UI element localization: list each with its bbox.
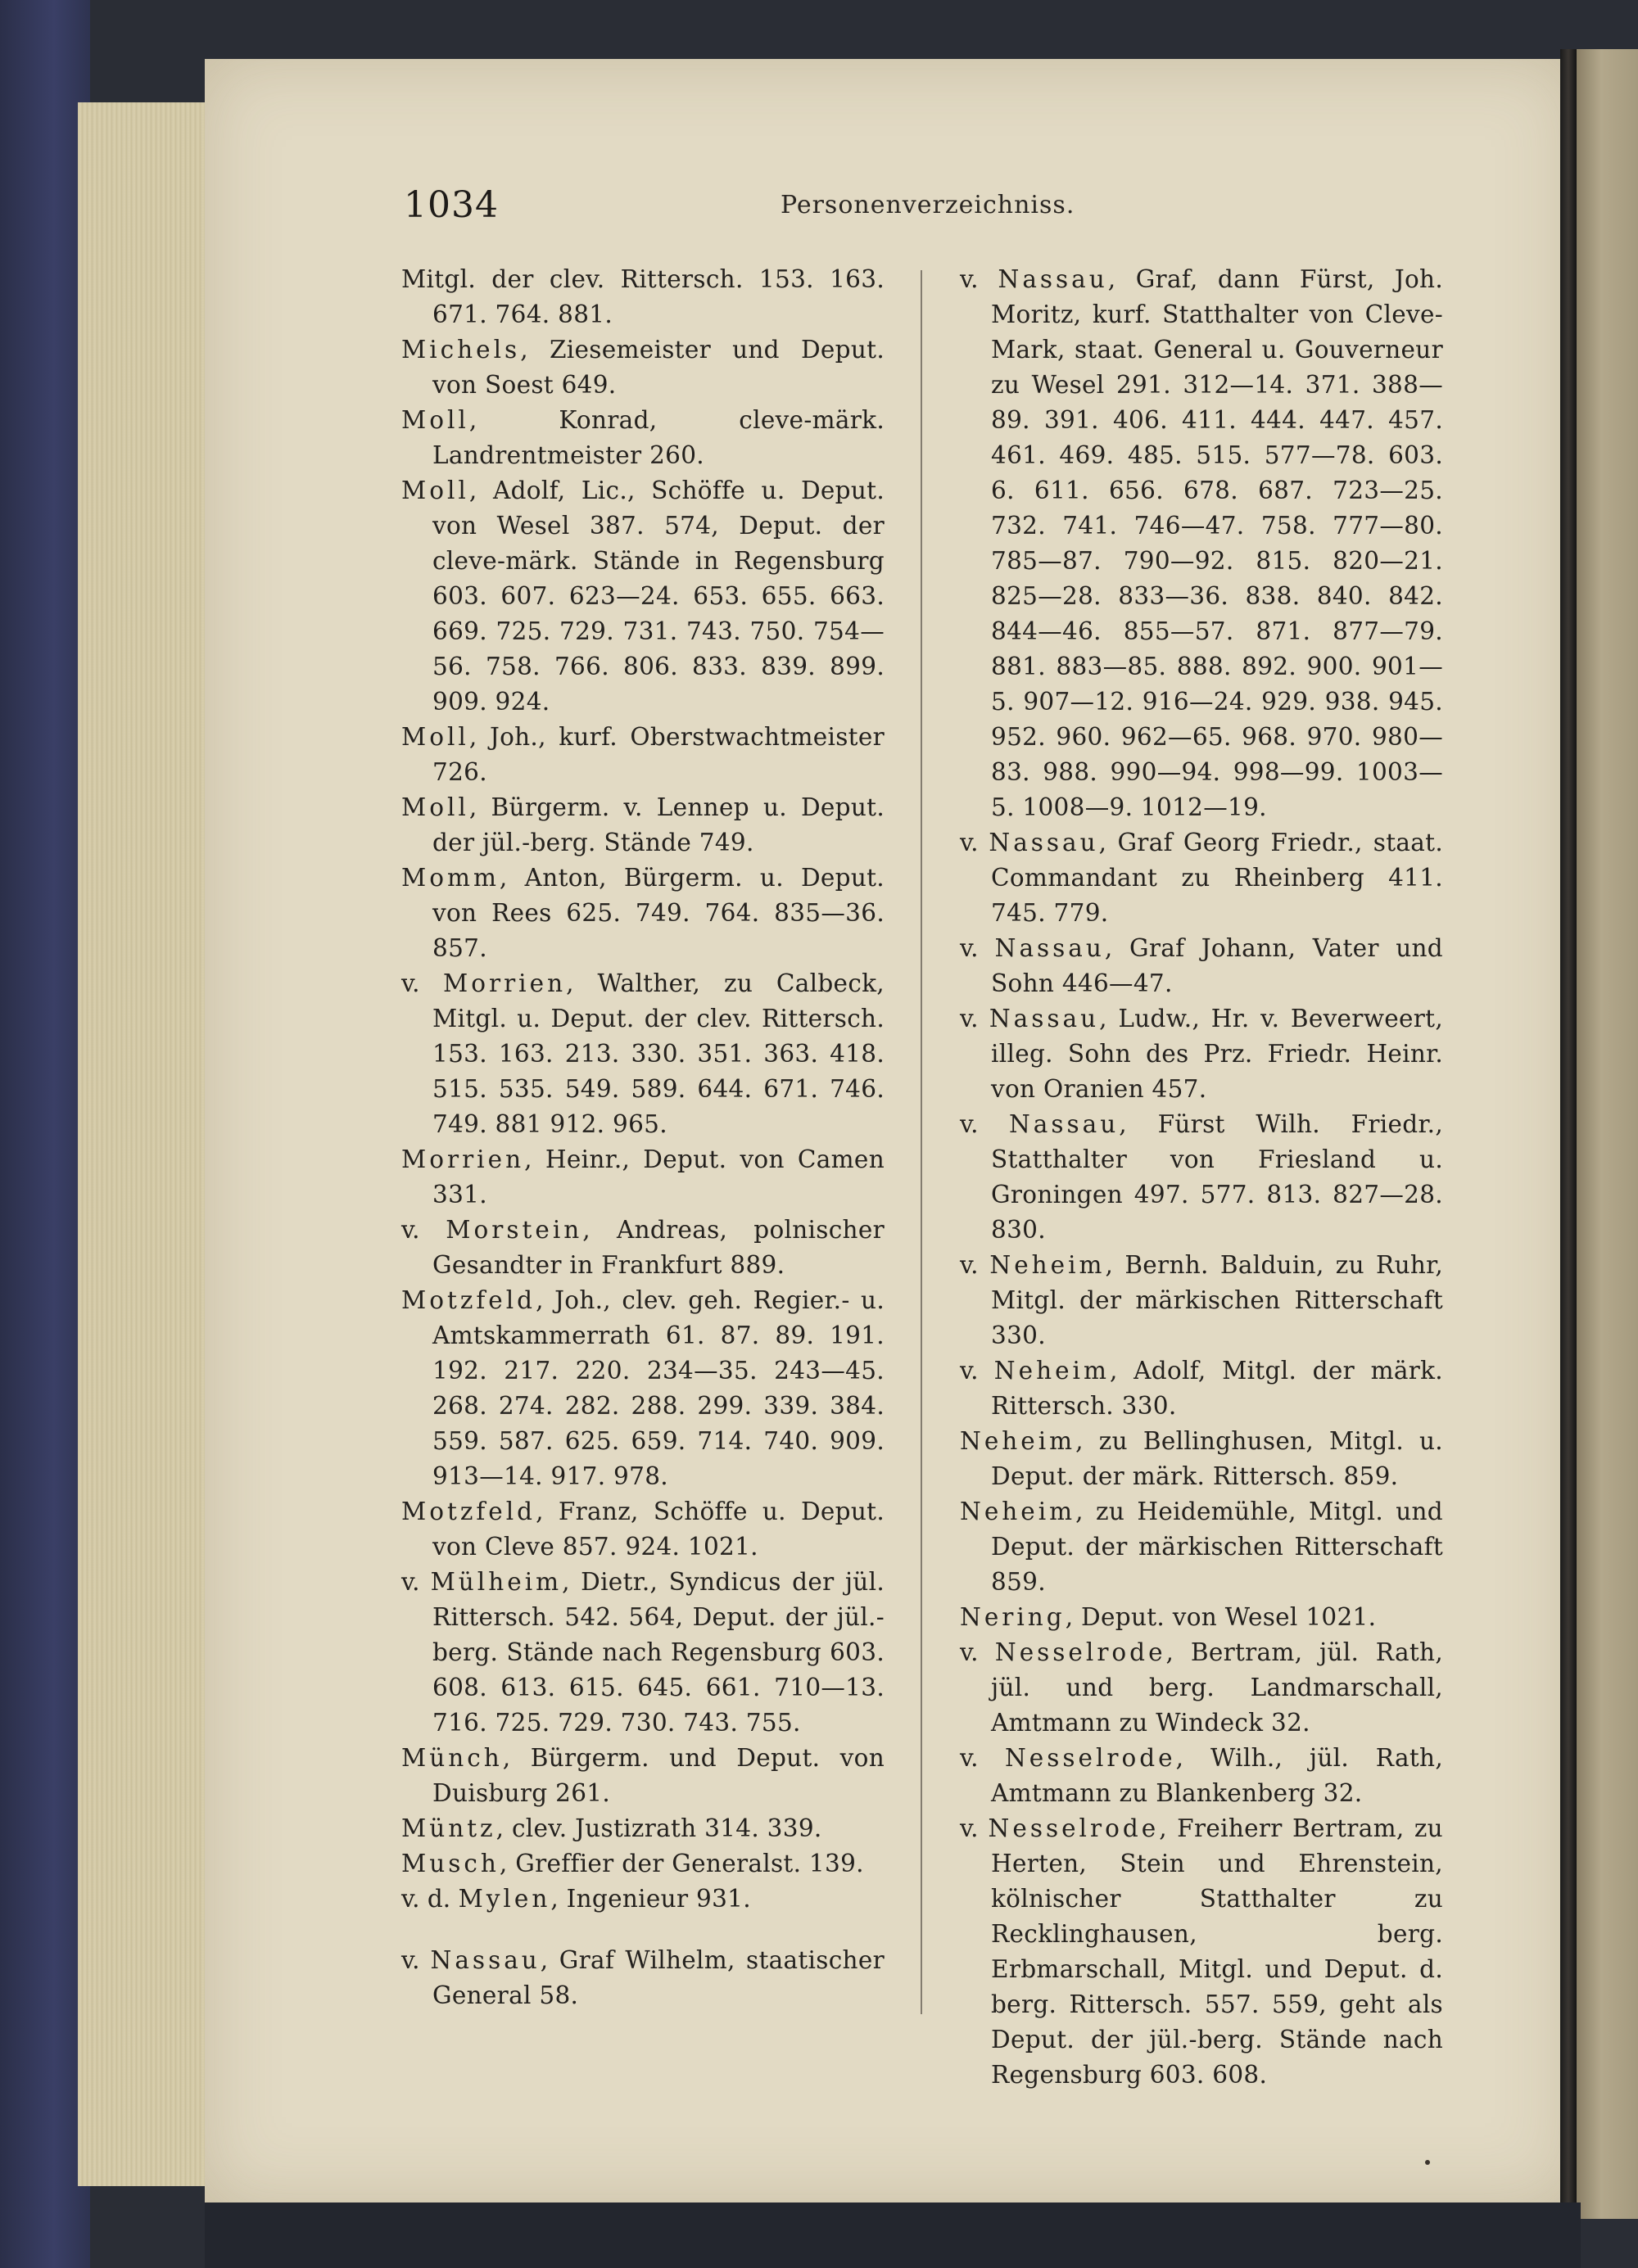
entry-prefix: v. d.: [401, 1885, 459, 1913]
entry-prefix: v.: [401, 969, 443, 997]
entry-text: , Adolf, Lic., Schöffe u. Deput. von Wesel 387. 574, Deput. der cleve-märk. Stände in Regensburg 603. 607. 623—24. 653. 655. 663. 669. 725. 729. 731. 743. 750. 754—56. 758. 766. 806. 833. 839. 899. 909. 924.: [432, 477, 885, 716]
index-entry: [401, 403, 885, 473]
entry-name: Neheim: [960, 1498, 1076, 1525]
index-entry: [401, 1213, 885, 1283]
entry-text: , Bürgerm. v. Lennep u. Deput. der jül.-berg. Stände 749.: [432, 793, 885, 856]
entry-name: Mylen: [458, 1885, 551, 1913]
entry-text: , Ludw., Hr. v. Beverweert, illeg. Sohn des Prz. Friedr. Heinr. von Oranien 457.: [991, 1005, 1444, 1103]
entry-text: , Graf Wilhelm, staatischer General 58.: [432, 1946, 885, 2009]
entry-name: Münch: [401, 1744, 503, 1772]
facing-page-edge: [1577, 49, 1638, 2219]
entry-text: , Anton, Bürgerm. u. Deput. von Rees 625. 749. 764. 835—36. 857.: [432, 864, 885, 962]
entry-name: Mülheim: [430, 1568, 563, 1596]
index-entry: [401, 1565, 885, 1741]
entry-text: , Greffier der Generalst. 139.: [499, 1850, 864, 1877]
page-edges: [78, 102, 209, 2186]
index-entry: [960, 931, 1443, 1001]
entry-text: , Bertram, jül. Rath, jül. und berg. Landmarschall, Amtmann zu Windeck 32.: [991, 1638, 1443, 1737]
entry-text: , Freiherr Bertram, zu Herten, Stein und Ehrenstein, kölnischer Statthalter zu Recklinghausen, berg. Erbmarschall, Mitgl. und Deput. d. berg. Rittersch. 557. 559, geht als Deput. der jül.-berg. Stände nach Regensburg 603. 608.: [991, 1814, 1443, 2089]
index-entry: [960, 825, 1443, 931]
entry-name: Momm: [401, 864, 500, 892]
index-entry: [960, 1248, 1443, 1353]
book-binding: [0, 0, 90, 2268]
entry-text: , zu Bellinghusen, Mitgl. u. Deput. der märk. Rittersch. 859.: [991, 1427, 1443, 1490]
index-entry: [960, 1494, 1443, 1600]
index-entry: [960, 1107, 1443, 1248]
entry-prefix: v.: [960, 1814, 989, 1842]
index-entry: [401, 790, 885, 861]
entry-name: Neheim: [989, 1251, 1106, 1279]
background-bottom: [205, 2202, 1581, 2268]
entry-text: , Joh., kurf. Oberstwachtmeister 726.: [432, 723, 885, 786]
entry-name: Nesselrode: [994, 1638, 1166, 1666]
entry-prefix: v.: [401, 1216, 446, 1244]
entry-text: , Graf Johann, Vater und Sohn 446—47.: [991, 934, 1443, 997]
entry-text: , Fürst Wilh. Friedr., Statthalter von Friesland u. Groningen 497. 577. 813. 827—28. 830.: [991, 1110, 1443, 1244]
entry-name: Moll: [401, 723, 469, 751]
entry-name: Nering: [960, 1603, 1066, 1631]
entry-name: Müntz: [401, 1814, 496, 1842]
entry-prefix: v.: [960, 1251, 990, 1279]
entry-name: Nassau: [989, 1005, 1100, 1032]
entry-name: Morstein: [446, 1216, 583, 1244]
index-entry: [960, 1424, 1443, 1494]
entry-name: Morrien: [443, 969, 567, 997]
index-entry: [401, 861, 885, 966]
index-entry: [401, 1811, 885, 1846]
entry-prefix: v.: [960, 265, 998, 293]
entry-text: , Andreas, polnischer Gesandter in Frankfurt 889.: [432, 1216, 885, 1279]
index-entry: [401, 1943, 885, 2013]
book-gutter: [1560, 49, 1577, 2211]
index-entry: [401, 1142, 885, 1213]
entry-prefix: v.: [960, 829, 989, 856]
entry-name: Nassau: [998, 265, 1108, 293]
entry-prefix: v.: [960, 1110, 1009, 1138]
entry-name: Nesselrode: [1004, 1744, 1176, 1772]
index-entry: [960, 1353, 1443, 1424]
page-number: 1034: [404, 184, 499, 226]
entry-name: Michels: [401, 336, 521, 364]
entry-text: , clev. Justizrath 314. 339.: [495, 1814, 822, 1842]
entry-prefix: v.: [401, 1946, 431, 1974]
entry-prefix: v.: [960, 1744, 1005, 1772]
entry-text: , zu Heidemühle, Mitgl. und Deput. der märkischen Ritterschaft 859.: [991, 1498, 1443, 1596]
column-divider: [921, 270, 922, 2014]
entry-text: , Franz, Schöffe u. Deput. von Cleve 857. 924. 1021.: [432, 1498, 885, 1561]
entry-name: Motzfeld: [401, 1286, 536, 1314]
index-entry: [401, 1283, 885, 1494]
entry-prefix: v.: [960, 1005, 989, 1032]
entry-text: , Heinr., Deput. von Camen 331.: [432, 1145, 885, 1209]
index-entry: [960, 1635, 1443, 1741]
entry-text: , Joh., clev. geh. Regier.- u. Amtskammerrath 61. 87. 89. 191. 192. 217. 220. 234—35. 243—45. 268. 274. 282. 288. 299. 339. 384. 559. 587. 625. 659. 714. 740. 909. 913—14. 917. 978.: [432, 1286, 885, 1490]
entry-name: Neheim: [993, 1357, 1110, 1385]
entry-name: Moll: [401, 793, 469, 821]
index-entry: [401, 1494, 885, 1565]
entry-text: , Deput. von Wesel 1021.: [1065, 1603, 1377, 1631]
entry-text: , Graf Georg Friedr., staat. Commandant zu Rheinberg 411. 745. 779.: [991, 829, 1444, 927]
entry-prefix: v.: [960, 934, 995, 962]
entry-name: Nassau: [989, 829, 1099, 856]
index-entry: [401, 720, 885, 790]
index-entry: [960, 1741, 1443, 1811]
entry-name: Morrien: [401, 1145, 525, 1173]
entry-text: , Graf, dann Fürst, Joh. Moritz, kurf. Statthalter von Cleve-Mark, staat. General u. Gouverneur zu Wesel 291. 312—14. 371. 388—89. 391. 406. 411. 444. 447. 457. 461. 469. 485. 515. 577—78. 603. 6. 611. 656. 678. 687. 723—25. 732. 741. 746—47. 758. 777—80. 785—87. 790—92. 815. 820—21. 825—28. 833—36. 838. 840. 842. 844—46. 855—57. 871. 877—79. 881. 883—85. 888. 892. 900. 901—5. 907—12. 916—24. 929. 938. 945. 952. 960. 962—65. 968. 970. 980—83. 988. 990—94. 998—99. 1003—5. 1008—9. 1012—19.: [991, 265, 1443, 821]
index-entry: [401, 1882, 885, 1917]
index-entry: [401, 473, 885, 720]
entry-text: , Ziesemeister und Deput. von Soest 649.: [432, 336, 885, 399]
entry-text: , Adolf, Mitgl. der märk. Rittersch. 330.: [991, 1357, 1443, 1420]
entry-name: Nassau: [430, 1946, 541, 1974]
index-entry: [401, 332, 885, 403]
index-entry: [401, 262, 885, 332]
index-entry: [960, 262, 1443, 825]
entry-name: Nesselrode: [988, 1814, 1160, 1842]
entry-prefix: v.: [960, 1357, 994, 1385]
index-entry: [401, 1846, 885, 1882]
entry-prefix: v.: [401, 1568, 431, 1596]
entry-text: , Dietr., Syndicus der jül. Rittersch. 542. 564, Deput. der jül.-berg. Stände nach Regensburg 603. 608. 613. 615. 645. 661. 710—13. 716. 725. 729. 730. 743. 755.: [432, 1568, 885, 1737]
entry-name: Moll: [401, 477, 469, 504]
entry-text: , Wilh., jül. Rath, Amtmann zu Blankenberg 32.: [991, 1744, 1443, 1807]
index-entry: [401, 966, 885, 1142]
index-entry: [960, 1600, 1443, 1635]
index-entry: [401, 1741, 885, 1811]
entry-name: Musch: [401, 1850, 500, 1877]
entry-name: Nassau: [1008, 1110, 1120, 1138]
entry-text: , Ingenieur 931.: [550, 1885, 751, 1913]
entry-name: Motzfeld: [401, 1498, 536, 1525]
entry-name: Neheim: [960, 1427, 1076, 1455]
left-column: [401, 262, 885, 2013]
right-column: [960, 262, 1443, 2093]
running-header-title: Personenverzeichniss.: [781, 191, 1075, 219]
entry-text: Mitgl. der clev. Rittersch. 153. 163. 671. 764. 881.: [401, 265, 885, 328]
entry-text: , Walther, zu Calbeck, Mitgl. u. Deput. der clev. Rittersch. 153. 163. 213. 330. 351. 363. 418. 515. 535. 549. 589. 644. 671. 746. 749. 881 912. 965.: [432, 969, 885, 1138]
entry-text: , Bürgerm. und Deput. von Duisburg 261.: [432, 1744, 885, 1807]
entry-text: , Bernh. Balduin, zu Ruhr, Mitgl. der märkischen Ritterschaft 330.: [991, 1251, 1444, 1349]
index-entry: [960, 1001, 1443, 1107]
entry-name: Nassau: [994, 934, 1105, 962]
entry-text: , Konrad, cleve-märk. Landrentmeister 260.: [432, 406, 885, 469]
index-entry: [960, 1811, 1443, 2093]
paper-speck: [1425, 2160, 1430, 2165]
entry-name: Moll: [401, 406, 469, 434]
entry-prefix: v.: [960, 1638, 995, 1666]
